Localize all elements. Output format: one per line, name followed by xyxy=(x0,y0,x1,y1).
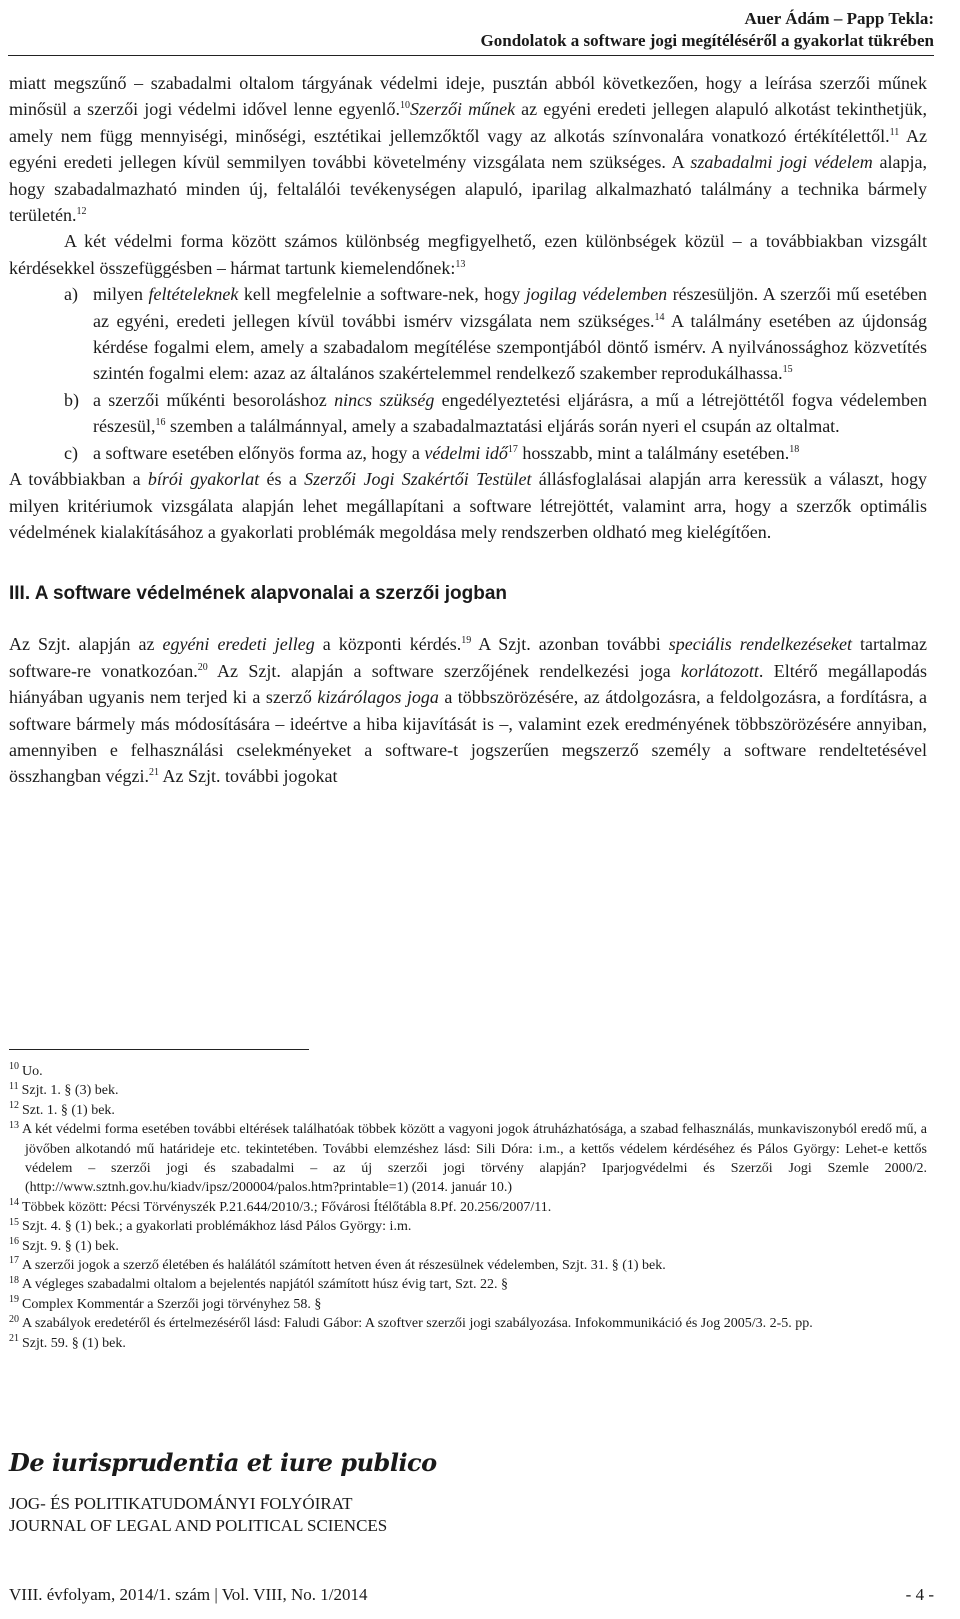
paragraph-1 xyxy=(9,70,927,228)
footnote xyxy=(9,1198,927,1217)
section-heading: III. A software védelmének alapvonalai a szerzői jogban xyxy=(9,583,508,605)
text-run: a többszörözésére, az átdolgozásra, a feldolgozásra, a fordításra, a software bármely más módosítására – ideértve a hiba kijavítását is –, valamint ezek eredményének többszörözésére annyiban, amennyiben e felhasználási cselekményeket a software-t jogszerűen megszerző személy a software rendeltetésével összhangban végzi. xyxy=(9,687,927,787)
footnote-text: Szjt. 4. § (1) bek.; a gyakorlati problémákhoz lásd Pálos György: i.m. xyxy=(22,1219,412,1235)
emphasis: jogilag védelemben xyxy=(525,284,668,305)
list-marker: a) xyxy=(64,284,78,305)
text-run: milyen xyxy=(93,284,149,305)
text-run: Az Szjt. alapján a software szerzőjének rendelkezési joga xyxy=(207,660,681,681)
header-title: Gondolatok a software jogi megítéléséről a gyakorlat tükrében xyxy=(480,31,934,50)
text-run: állásfoglalásai alapján arra keressük a választ, hogy milyen kritériumok vizsgálata alapján lehet megállapítani a software létrejöttét, valamint arra, hogy a szerzők optimális védelmének kialakításához a gyakorlati problémák megoldása mely rendszerben oldható meg kielégítően. xyxy=(9,469,927,542)
emphasis: Szerzői műnek xyxy=(410,99,516,120)
text-run: hosszabb, mint a találmány esetében. xyxy=(517,442,790,463)
footnote xyxy=(9,1314,927,1333)
issue-info: VIII. évfolyam, 2014/1. szám | Vol. VIII, No. 1/2014 xyxy=(9,1585,368,1604)
text-run: a szerzői műkénti besoroláshoz xyxy=(93,389,335,410)
journal-name-en: JOURNAL OF LEGAL AND POLITICAL SCIENCES xyxy=(9,1516,388,1535)
footnote-text: Szjt. 1. § (3) bek. xyxy=(21,1083,119,1099)
text-run: miatt megszűnő – szabadalmi oltalom tárgyának védelmi ideje, pusztán abból következően, hogy a leírása szerzői műnek minősül a szerzői jogi védelmi idővel lenne egyenlő. xyxy=(9,73,927,120)
footnote-ref[interactable]: 11 xyxy=(889,126,900,138)
footnote-ref[interactable]: 14 xyxy=(654,311,665,323)
journal-logo-title: De iurisprudentia et iure publico xyxy=(9,1448,437,1477)
footnote-number: 19 xyxy=(9,1294,19,1306)
footnote-text: Szjt. 59. § (1) bek. xyxy=(22,1335,126,1351)
footnote-number: 14 xyxy=(9,1197,19,1209)
text-run: A Szjt. azonban további xyxy=(471,634,669,655)
footnote xyxy=(9,1295,927,1314)
list-item xyxy=(9,387,927,440)
footnote-number: 16 xyxy=(9,1236,19,1247)
footnote-ref[interactable]: 19 xyxy=(461,635,472,647)
text-run: Az Szjt. alapján az xyxy=(9,634,163,655)
text-run: és a xyxy=(259,469,305,490)
footnote-ref[interactable]: 16 xyxy=(155,417,166,429)
page-number: - 4 - xyxy=(905,1585,934,1604)
text-run: alapja, hogy szabadalmazható minden új, feltalálói tevékenységen alapuló, iparilag alkalmazható találmány a technika bármely területén. xyxy=(9,152,927,226)
emphasis: kizárólagos joga xyxy=(317,687,439,708)
emphasis: szabadalmi jogi védelem xyxy=(690,152,873,173)
footnote-text: Uo. xyxy=(22,1064,43,1079)
footnote-ref[interactable]: 13 xyxy=(455,258,466,270)
footnote-ref[interactable]: 17 xyxy=(507,443,518,455)
footnote-text: Complex Kommentár a Szerzői jogi törvényhez 58. § xyxy=(22,1296,322,1312)
footnote-text: Szjt. 9. § (1) bek. xyxy=(22,1238,119,1254)
footnote-text: Többek között: Pécsi Törvényszék P.21.644/2010/3.; Fővárosi Ítélőtábla 8.Pf. 20.256/2007/11. xyxy=(22,1199,552,1215)
list-marker: c) xyxy=(64,442,78,463)
text-run: szemben a találmánnyal, amely a szabadalmaztatási eljárás során nyeri el csupán az oltalmat. xyxy=(165,416,840,437)
footnote xyxy=(9,1062,927,1081)
footnote xyxy=(9,1237,927,1256)
header-authors: Auer Ádám – Papp Tekla: xyxy=(744,9,934,28)
main-text xyxy=(9,70,927,790)
footnote-number: 17 xyxy=(9,1255,19,1267)
emphasis: feltételeknek xyxy=(148,284,239,305)
running-header xyxy=(481,8,934,52)
footnote-ref[interactable]: 12 xyxy=(76,206,87,218)
header-divider xyxy=(8,55,934,56)
footnote-number: 13 xyxy=(9,1119,19,1131)
footnote-text: A szerzői jogok a szerző életében és halálától számított hetven éven át részesülnek védelemben, Szjt. 31. § (1) bek. xyxy=(22,1258,666,1274)
footnote-divider xyxy=(9,1049,309,1050)
text-run: a központi kérdés. xyxy=(314,634,462,655)
footnote xyxy=(9,1081,927,1100)
text-run: a software esetében előnyös forma az, hogy a xyxy=(93,442,425,463)
text-run: . Eltérő megállapodás hiányában ugyanis nem terjed ki a szerző xyxy=(9,660,927,708)
text-run: kell megfelelnie a software-nek, hogy xyxy=(238,284,526,305)
footnote-text: A szabályok eredetéről és értelmezéséről lásd: Faludi Gábor: A szoftver szerzői jogi szabályozása. Infokommunikáció és Jog 2005/3. 2-5. pp. xyxy=(22,1316,813,1332)
footnote-number: 21 xyxy=(9,1333,19,1345)
emphasis: bírói gyakorlat xyxy=(147,469,260,490)
text-run: Az Szjt. további jogokat xyxy=(158,766,338,787)
footnote xyxy=(9,1101,927,1120)
footnote xyxy=(9,1217,927,1236)
footnote-number: 11 xyxy=(9,1080,19,1092)
text-run: A továbbiakban a xyxy=(9,469,148,490)
journal-name xyxy=(9,1493,387,1537)
footnote-text: Szt. 1. § (1) bek. xyxy=(22,1102,115,1118)
list-item xyxy=(9,281,927,387)
emphasis: védelmi idő xyxy=(424,442,508,463)
footnote xyxy=(9,1256,927,1275)
footnote-ref[interactable]: 10 xyxy=(400,100,410,112)
paragraph-4 xyxy=(9,631,927,789)
differences-list xyxy=(9,281,927,466)
footnote-number: 20 xyxy=(9,1313,19,1325)
text-run: engedélyeztetési eljárásra, a mű a létrejöttétől fogva védelemben részesül, xyxy=(93,389,927,437)
footnote-ref[interactable]: 18 xyxy=(789,443,800,455)
text-run: A találmány esetében az újdonság kérdése fogalmi elem, amely a szabadalom megítélése szempontjából döntő ismérv. A nyilvánossághoz közvetítés szintén fogalmi elem: azaz az általános szakértelemmel rendelkező szakember reprodukálhassa. xyxy=(93,310,927,384)
footnote-ref[interactable]: 20 xyxy=(197,661,208,673)
footnote-text: A végleges szabadalmi oltalom a bejelentés napjától számított húsz évig tart, Szt. 22. § xyxy=(22,1277,508,1293)
paragraph-2 xyxy=(9,228,927,281)
footnote-number: 18 xyxy=(9,1274,19,1286)
emphasis: nincs szükség xyxy=(334,389,435,410)
text-run: az egyéni eredeti jellegen alapuló alkotást tekinthetjük, amely nem függ mennyiségi, minőségi, esztétikai jellemzőktől vagy az alkotás színvonalára vonatkozó értékítélettől. xyxy=(9,99,928,146)
emphasis: Szerzői Jogi Szakértői Testület xyxy=(304,469,532,490)
list-item xyxy=(9,440,927,466)
emphasis: egyéni eredeti jelleg xyxy=(162,634,315,655)
paragraph-3 xyxy=(9,466,927,545)
footnote-number: 15 xyxy=(9,1216,19,1228)
footnote-ref[interactable]: 21 xyxy=(148,767,159,779)
footnote-number: 10 xyxy=(9,1061,19,1073)
text-run: részesüljön. A szerzői mű esetében az egyéni, eredeti jellegen kívül további ismérv vizsgálata nem szükséges. xyxy=(93,284,927,331)
emphasis: speciális rendelkezéseket xyxy=(668,634,853,655)
footnote-text: A két védelmi forma esetében további eltérések találhatóak többek között a vagyoni jogok átruházhatósága, a szabad felhasználás, munkaviszonyból eredő mű, a jövőben alkotandó mű határideje etc. tekintetében. További elemzéshez lásd: Sili Dóra: i.m., a kettős védelem kérdéséhez és Pálos György: Lehet-e kettős védelem – szerzői jogi és szabadalmi – az új szerzői jogi törvény alapján? Iparjogvédelmi és Szerzői Jogi Szemle 2000/2. (http://www.sztnh.gov.hu/kiadv/ipsz/200004/palos.htm?printable=1) (2014. január 10.) xyxy=(22,1122,927,1196)
text-run: A két védelmi forma között számos különbség megfigyelhető, ezen különbségek közül – a továbbiakban vizsgált kérdésekkel összefüggésben – hármat tartunk kiemelendőnek: xyxy=(9,231,927,278)
journal-name-hu: JOG- ÉS POLITIKATUDOMÁNYI FOLYÓIRAT xyxy=(9,1494,353,1513)
text-run: Az egyéni eredeti jellegen kívül semmilyen további követelmény vizsgálata nem szükséges. A xyxy=(9,125,927,173)
footnote xyxy=(9,1120,927,1198)
page-footer xyxy=(9,1585,934,1605)
list-marker: b) xyxy=(64,389,79,410)
footnote xyxy=(9,1275,927,1294)
footnote-ref[interactable]: 15 xyxy=(782,364,793,376)
emphasis: korlátozott xyxy=(680,660,759,681)
text-run: tartalmaz software-re vonatkozóan. xyxy=(9,634,927,681)
footnote-number: 12 xyxy=(9,1100,19,1112)
footnote xyxy=(9,1334,927,1353)
footnotes xyxy=(9,1062,927,1353)
